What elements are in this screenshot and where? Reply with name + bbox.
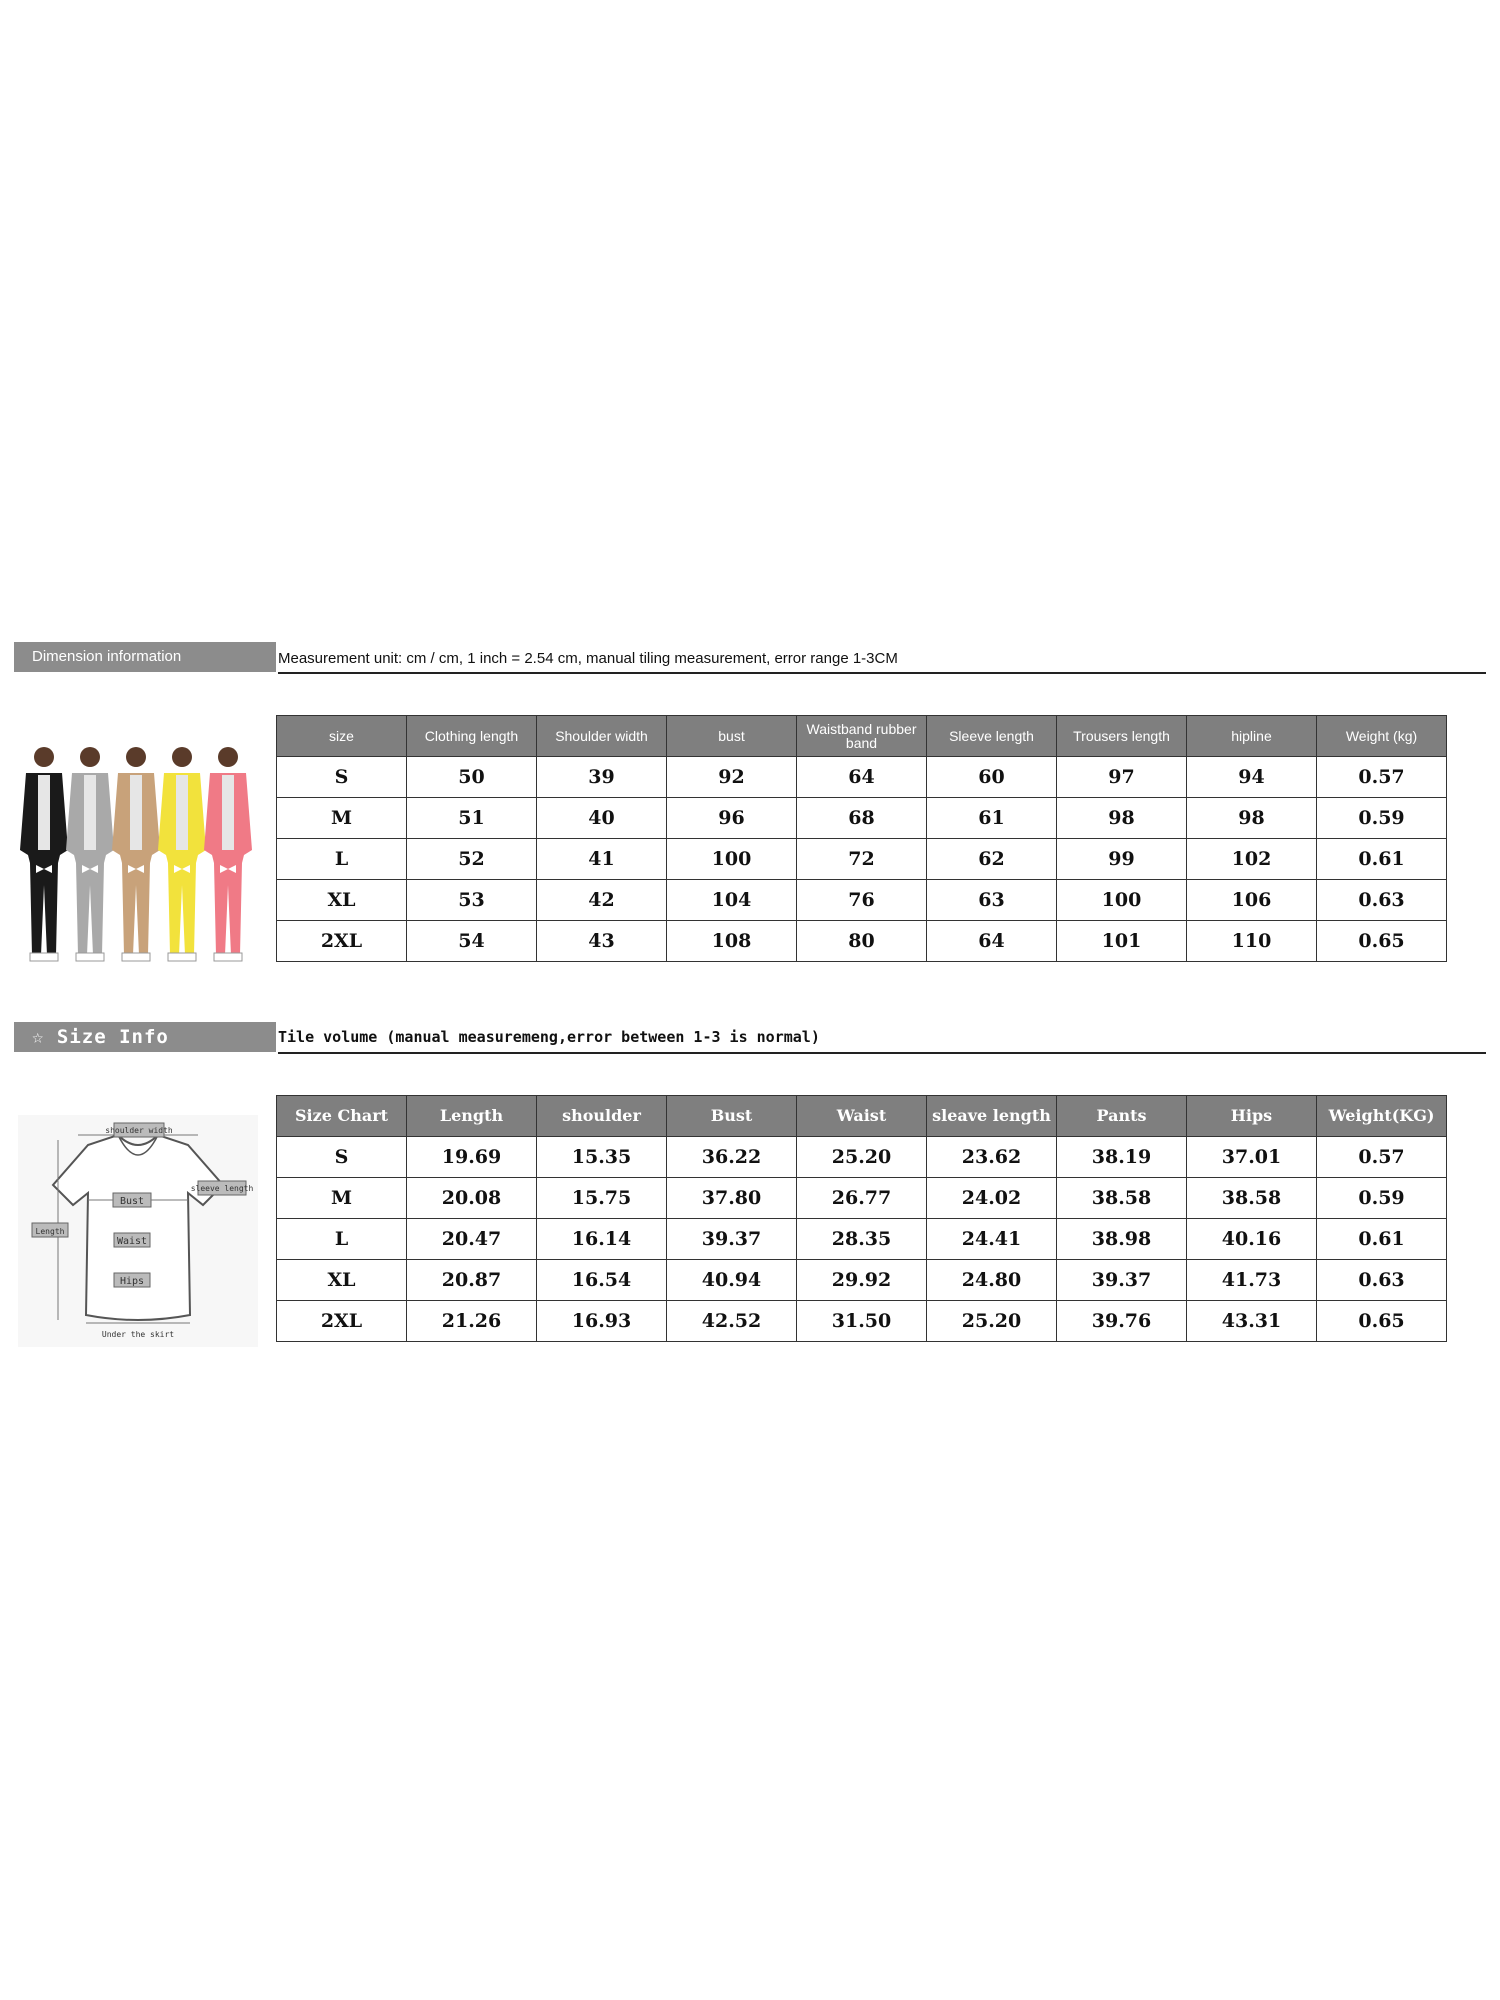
column-header: Trousers length <box>1057 716 1187 757</box>
value-cell: 25.20 <box>927 1301 1057 1342</box>
value-cell: 96 <box>667 798 797 839</box>
value-cell: 76 <box>797 880 927 921</box>
value-cell: 110 <box>1187 921 1317 962</box>
value-cell: 61 <box>927 798 1057 839</box>
value-cell: 39 <box>537 757 667 798</box>
value-cell: 39.37 <box>667 1219 797 1260</box>
value-cell: 38.58 <box>1057 1178 1187 1219</box>
dimension-label: Dimension information <box>14 642 276 672</box>
value-cell: 0.57 <box>1317 757 1447 798</box>
value-cell: 100 <box>1057 880 1187 921</box>
value-cell: 101 <box>1057 921 1187 962</box>
table-row <box>277 880 1447 921</box>
outfit-figure <box>204 747 252 961</box>
dimension-note: Measurement unit: cm / cm, 1 inch = 2.54 cm, manual tiling measurement, error range 1-3CM <box>278 650 898 667</box>
value-cell: 51 <box>407 798 537 839</box>
table-row <box>277 1178 1447 1219</box>
value-cell: 40.16 <box>1187 1219 1317 1260</box>
value-cell: 64 <box>927 921 1057 962</box>
value-cell: 39.76 <box>1057 1301 1187 1342</box>
value-cell: 19.69 <box>407 1137 537 1178</box>
column-header: bust <box>667 716 797 757</box>
table-row <box>277 757 1447 798</box>
value-cell: 0.65 <box>1317 1301 1447 1342</box>
size-cell: S <box>277 1137 407 1178</box>
size-cell: S <box>277 757 407 798</box>
value-cell: 40.94 <box>667 1260 797 1301</box>
value-cell: 0.57 <box>1317 1137 1447 1178</box>
value-cell: 80 <box>797 921 927 962</box>
value-cell: 52 <box>407 839 537 880</box>
outfit-figure <box>112 747 160 961</box>
column-header: Clothing length <box>407 716 537 757</box>
value-cell: 41 <box>537 839 667 880</box>
value-cell: 94 <box>1187 757 1317 798</box>
value-cell: 37.80 <box>667 1178 797 1219</box>
value-cell: 72 <box>797 839 927 880</box>
diagram-label-sleeve: sleeve length <box>190 1184 254 1193</box>
size-cell: M <box>277 798 407 839</box>
value-cell: 43 <box>537 921 667 962</box>
value-cell: 0.59 <box>1317 1178 1447 1219</box>
value-cell: 23.62 <box>927 1137 1057 1178</box>
divider <box>278 672 1486 674</box>
value-cell: 38.58 <box>1187 1178 1317 1219</box>
column-header: Size Chart <box>277 1096 407 1137</box>
value-cell: 97 <box>1057 757 1187 798</box>
value-cell: 15.35 <box>537 1137 667 1178</box>
column-header: Hips <box>1187 1096 1317 1137</box>
value-cell: 100 <box>667 839 797 880</box>
size-cell: XL <box>277 880 407 921</box>
column-header: size <box>277 716 407 757</box>
value-cell: 16.54 <box>537 1260 667 1301</box>
size-cell: 2XL <box>277 1301 407 1342</box>
table-row <box>277 798 1447 839</box>
column-header: Sleeve length <box>927 716 1057 757</box>
diagram-label-waist: Waist <box>116 1236 148 1247</box>
value-cell: 106 <box>1187 880 1317 921</box>
column-header: hipline <box>1187 716 1317 757</box>
product-photo <box>14 745 272 970</box>
value-cell: 20.87 <box>407 1260 537 1301</box>
table-row <box>277 921 1447 962</box>
value-cell: 29.92 <box>797 1260 927 1301</box>
value-cell: 42.52 <box>667 1301 797 1342</box>
diagram-label-bust: Bust <box>119 1196 145 1207</box>
size-cell: M <box>277 1178 407 1219</box>
column-header: shoulder <box>537 1096 667 1137</box>
value-cell: 104 <box>667 880 797 921</box>
column-header: Waist <box>797 1096 927 1137</box>
table-row <box>277 1260 1447 1301</box>
value-cell: 28.35 <box>797 1219 927 1260</box>
value-cell: 31.50 <box>797 1301 927 1342</box>
value-cell: 38.19 <box>1057 1137 1187 1178</box>
divider <box>278 1052 1486 1054</box>
outfit-figure <box>20 747 68 961</box>
value-cell: 37.01 <box>1187 1137 1317 1178</box>
outfit-figure <box>158 747 206 961</box>
value-cell: 16.93 <box>537 1301 667 1342</box>
value-cell: 43.31 <box>1187 1301 1317 1342</box>
value-cell: 99 <box>1057 839 1187 880</box>
value-cell: 0.65 <box>1317 921 1447 962</box>
size-cell: 2XL <box>277 921 407 962</box>
diagram-label-length: Length <box>35 1227 65 1236</box>
value-cell: 92 <box>667 757 797 798</box>
value-cell: 98 <box>1057 798 1187 839</box>
column-header: Length <box>407 1096 537 1137</box>
value-cell: 24.80 <box>927 1260 1057 1301</box>
column-header: Pants <box>1057 1096 1187 1137</box>
column-header: sleave length <box>927 1096 1057 1137</box>
value-cell: 20.08 <box>407 1178 537 1219</box>
diagram-label-shoulder: shoulder width <box>105 1126 173 1135</box>
column-header: Bust <box>667 1096 797 1137</box>
column-header: Waistband rubber band <box>797 716 927 757</box>
table-header-row <box>277 716 1447 757</box>
value-cell: 0.61 <box>1317 839 1447 880</box>
table-row <box>277 1219 1447 1260</box>
column-header: Weight(KG) <box>1317 1096 1447 1137</box>
table-header-row <box>277 1096 1447 1137</box>
value-cell: 20.47 <box>407 1219 537 1260</box>
column-header: Weight (kg) <box>1317 716 1447 757</box>
value-cell: 42 <box>537 880 667 921</box>
value-cell: 24.02 <box>927 1178 1057 1219</box>
column-header: Shoulder width <box>537 716 667 757</box>
diagram-label-hem: Under the skirt <box>101 1330 175 1339</box>
value-cell: 68 <box>797 798 927 839</box>
value-cell: 36.22 <box>667 1137 797 1178</box>
size-chart-table <box>276 1095 1447 1342</box>
value-cell: 16.14 <box>537 1219 667 1260</box>
value-cell: 63 <box>927 880 1057 921</box>
value-cell: 0.63 <box>1317 1260 1447 1301</box>
value-cell: 98 <box>1187 798 1317 839</box>
table-row <box>277 1137 1447 1178</box>
value-cell: 0.61 <box>1317 1219 1447 1260</box>
value-cell: 24.41 <box>927 1219 1057 1260</box>
dimension-table <box>276 715 1447 962</box>
value-cell: 40 <box>537 798 667 839</box>
garment-diagram <box>18 1115 258 1347</box>
value-cell: 60 <box>927 757 1057 798</box>
size-info-label: ☆ Size Info <box>14 1022 276 1052</box>
size-info-section <box>0 1020 1500 1365</box>
value-cell: 53 <box>407 880 537 921</box>
value-cell: 64 <box>797 757 927 798</box>
value-cell: 0.59 <box>1317 798 1447 839</box>
dimension-section <box>0 640 1500 980</box>
value-cell: 38.98 <box>1057 1219 1187 1260</box>
value-cell: 15.75 <box>537 1178 667 1219</box>
value-cell: 62 <box>927 839 1057 880</box>
value-cell: 108 <box>667 921 797 962</box>
outfit-figure <box>66 747 114 961</box>
size-cell: L <box>277 839 407 880</box>
size-cell: XL <box>277 1260 407 1301</box>
value-cell: 50 <box>407 757 537 798</box>
value-cell: 25.20 <box>797 1137 927 1178</box>
value-cell: 21.26 <box>407 1301 537 1342</box>
size-cell: L <box>277 1219 407 1260</box>
diagram-label-hips: Hips <box>119 1276 145 1287</box>
value-cell: 26.77 <box>797 1178 927 1219</box>
value-cell: 41.73 <box>1187 1260 1317 1301</box>
value-cell: 0.63 <box>1317 880 1447 921</box>
value-cell: 39.37 <box>1057 1260 1187 1301</box>
size-info-note: Tile volume (manual measuremeng,error between 1-3 is normal) <box>278 1028 820 1046</box>
value-cell: 54 <box>407 921 537 962</box>
table-row <box>277 839 1447 880</box>
table-row <box>277 1301 1447 1342</box>
value-cell: 102 <box>1187 839 1317 880</box>
